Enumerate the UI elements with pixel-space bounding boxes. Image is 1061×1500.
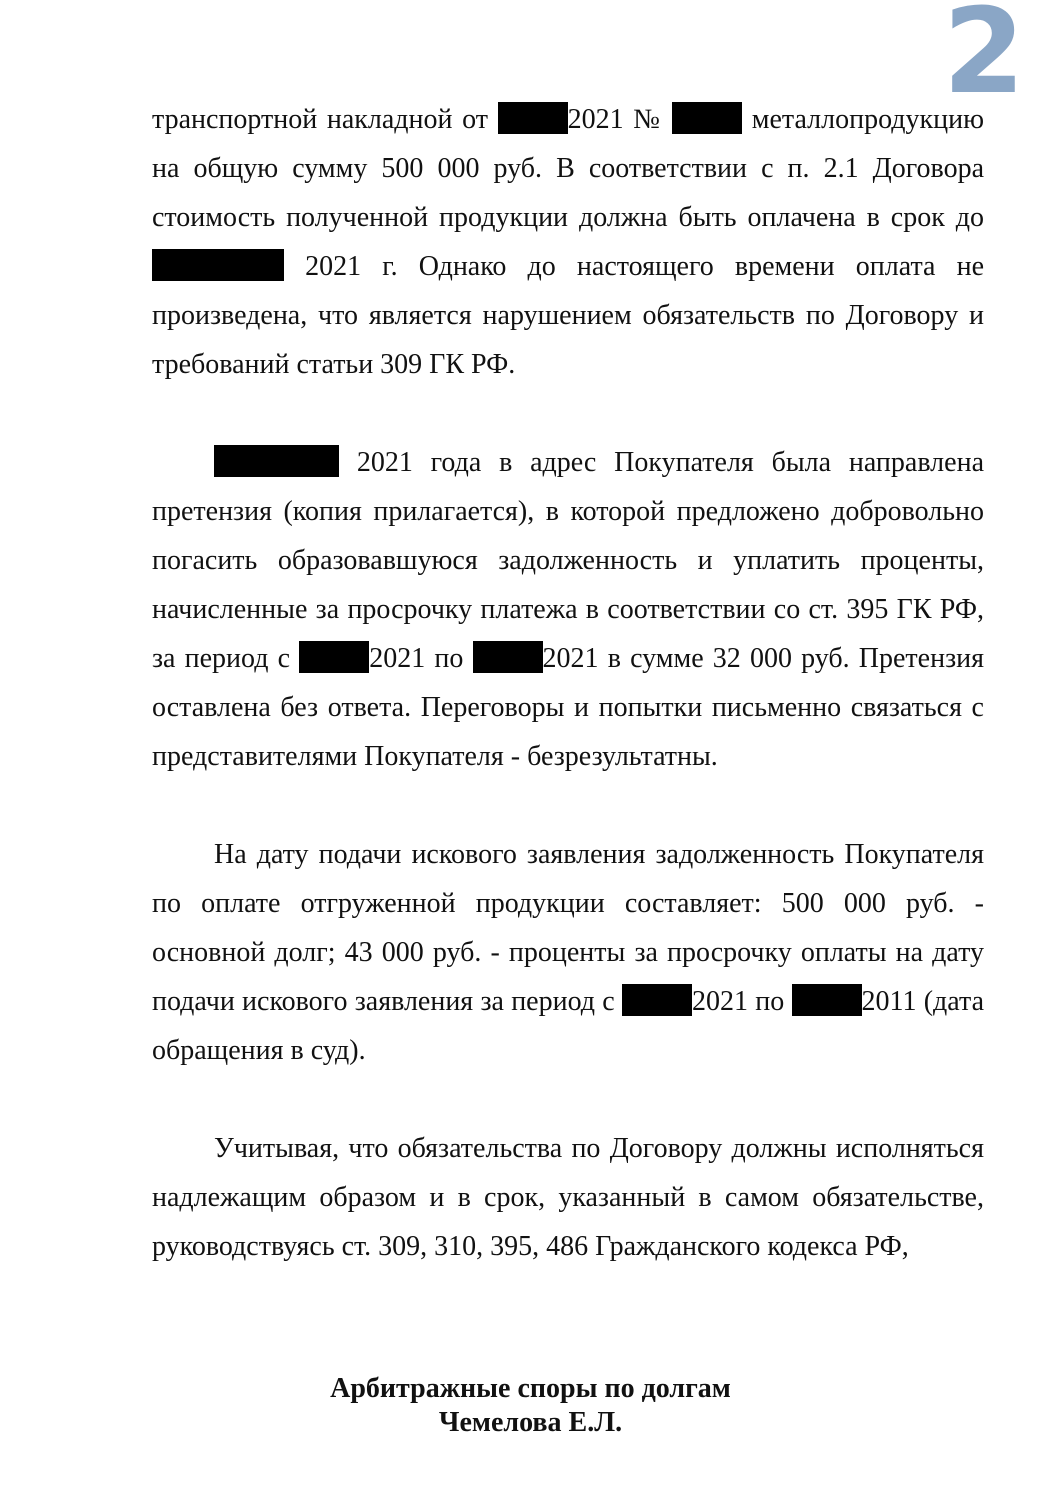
text-segment: 2021 по [369, 643, 473, 674]
text-segment: транспортной накладной от [152, 104, 498, 135]
footer-title: Арбитражные споры по долгам [330, 1373, 731, 1404]
text-segment: 2021 в сумме 32 000 руб. Претензия оставлена без ответа. Переговоры и попытки письменно связаться с представителями Покупателя - безрезультатны. [152, 643, 984, 772]
redacted-date [792, 984, 862, 1016]
paragraph-debt-amount [152, 830, 984, 1075]
paragraph-payment-terms [152, 95, 984, 389]
text-segment: 2021 г. Однако до настоящего времени оплата не произведена, что является нарушением обязательств по Договору и требований статьи 309 ГК РФ. [152, 251, 984, 380]
redacted-date [152, 249, 284, 281]
paragraph-gap [152, 389, 984, 438]
text-segment: 2021 № [567, 104, 673, 135]
paragraph-legal-basis [152, 1124, 984, 1271]
redacted-date [622, 984, 692, 1016]
text-segment: 2011 (дата обращения в суд). [152, 986, 984, 1066]
footer-author: Чемелова Е.Л. [438, 1407, 623, 1438]
redacted-date [498, 102, 568, 134]
redacted-date [473, 641, 543, 673]
redacted-number [672, 102, 742, 134]
paragraph-gap [152, 781, 984, 830]
footer-signature [0, 1372, 1061, 1440]
paragraph-claim-sent [152, 438, 984, 781]
text-segment: На дату подачи искового заявления задолженность Покупателя по оплате отгруженной продукции составляет: 500 000 руб. - основной долг; 43 000 руб. - проценты за просрочку оплаты на дату подачи искового заявления за период с [152, 839, 984, 1017]
paragraph-gap [152, 1075, 984, 1124]
redacted-date [299, 641, 369, 673]
text-segment: 2021 по [691, 986, 792, 1017]
redacted-date [214, 445, 339, 477]
text-segment: Учитывая, что обязательства по Договору должны исполняться надлежащим образом и в срок, указанный в самом обязательстве, руководствуясь ст. 309, 310, 395, 486 Гражданского кодекса РФ, [152, 1133, 984, 1262]
page-number: 2 [942, 0, 1025, 120]
text-segment: 2021 года в адрес Покупателя была направлена претензия (копия прилагается), в которой предложено добровольно погасить образовавшуюся задолженность и уплатить проценты, начисленные за просрочку платежа в соответствии со ст. 395 ГК РФ, за период с [152, 447, 984, 674]
document-body [152, 95, 984, 1271]
text-segment: металлопродукцию на общую сумму 500 000 руб. В соответствии с п. 2.1 Договора стоимость полученной продукции должна быть оплачена в срок до [152, 104, 984, 233]
